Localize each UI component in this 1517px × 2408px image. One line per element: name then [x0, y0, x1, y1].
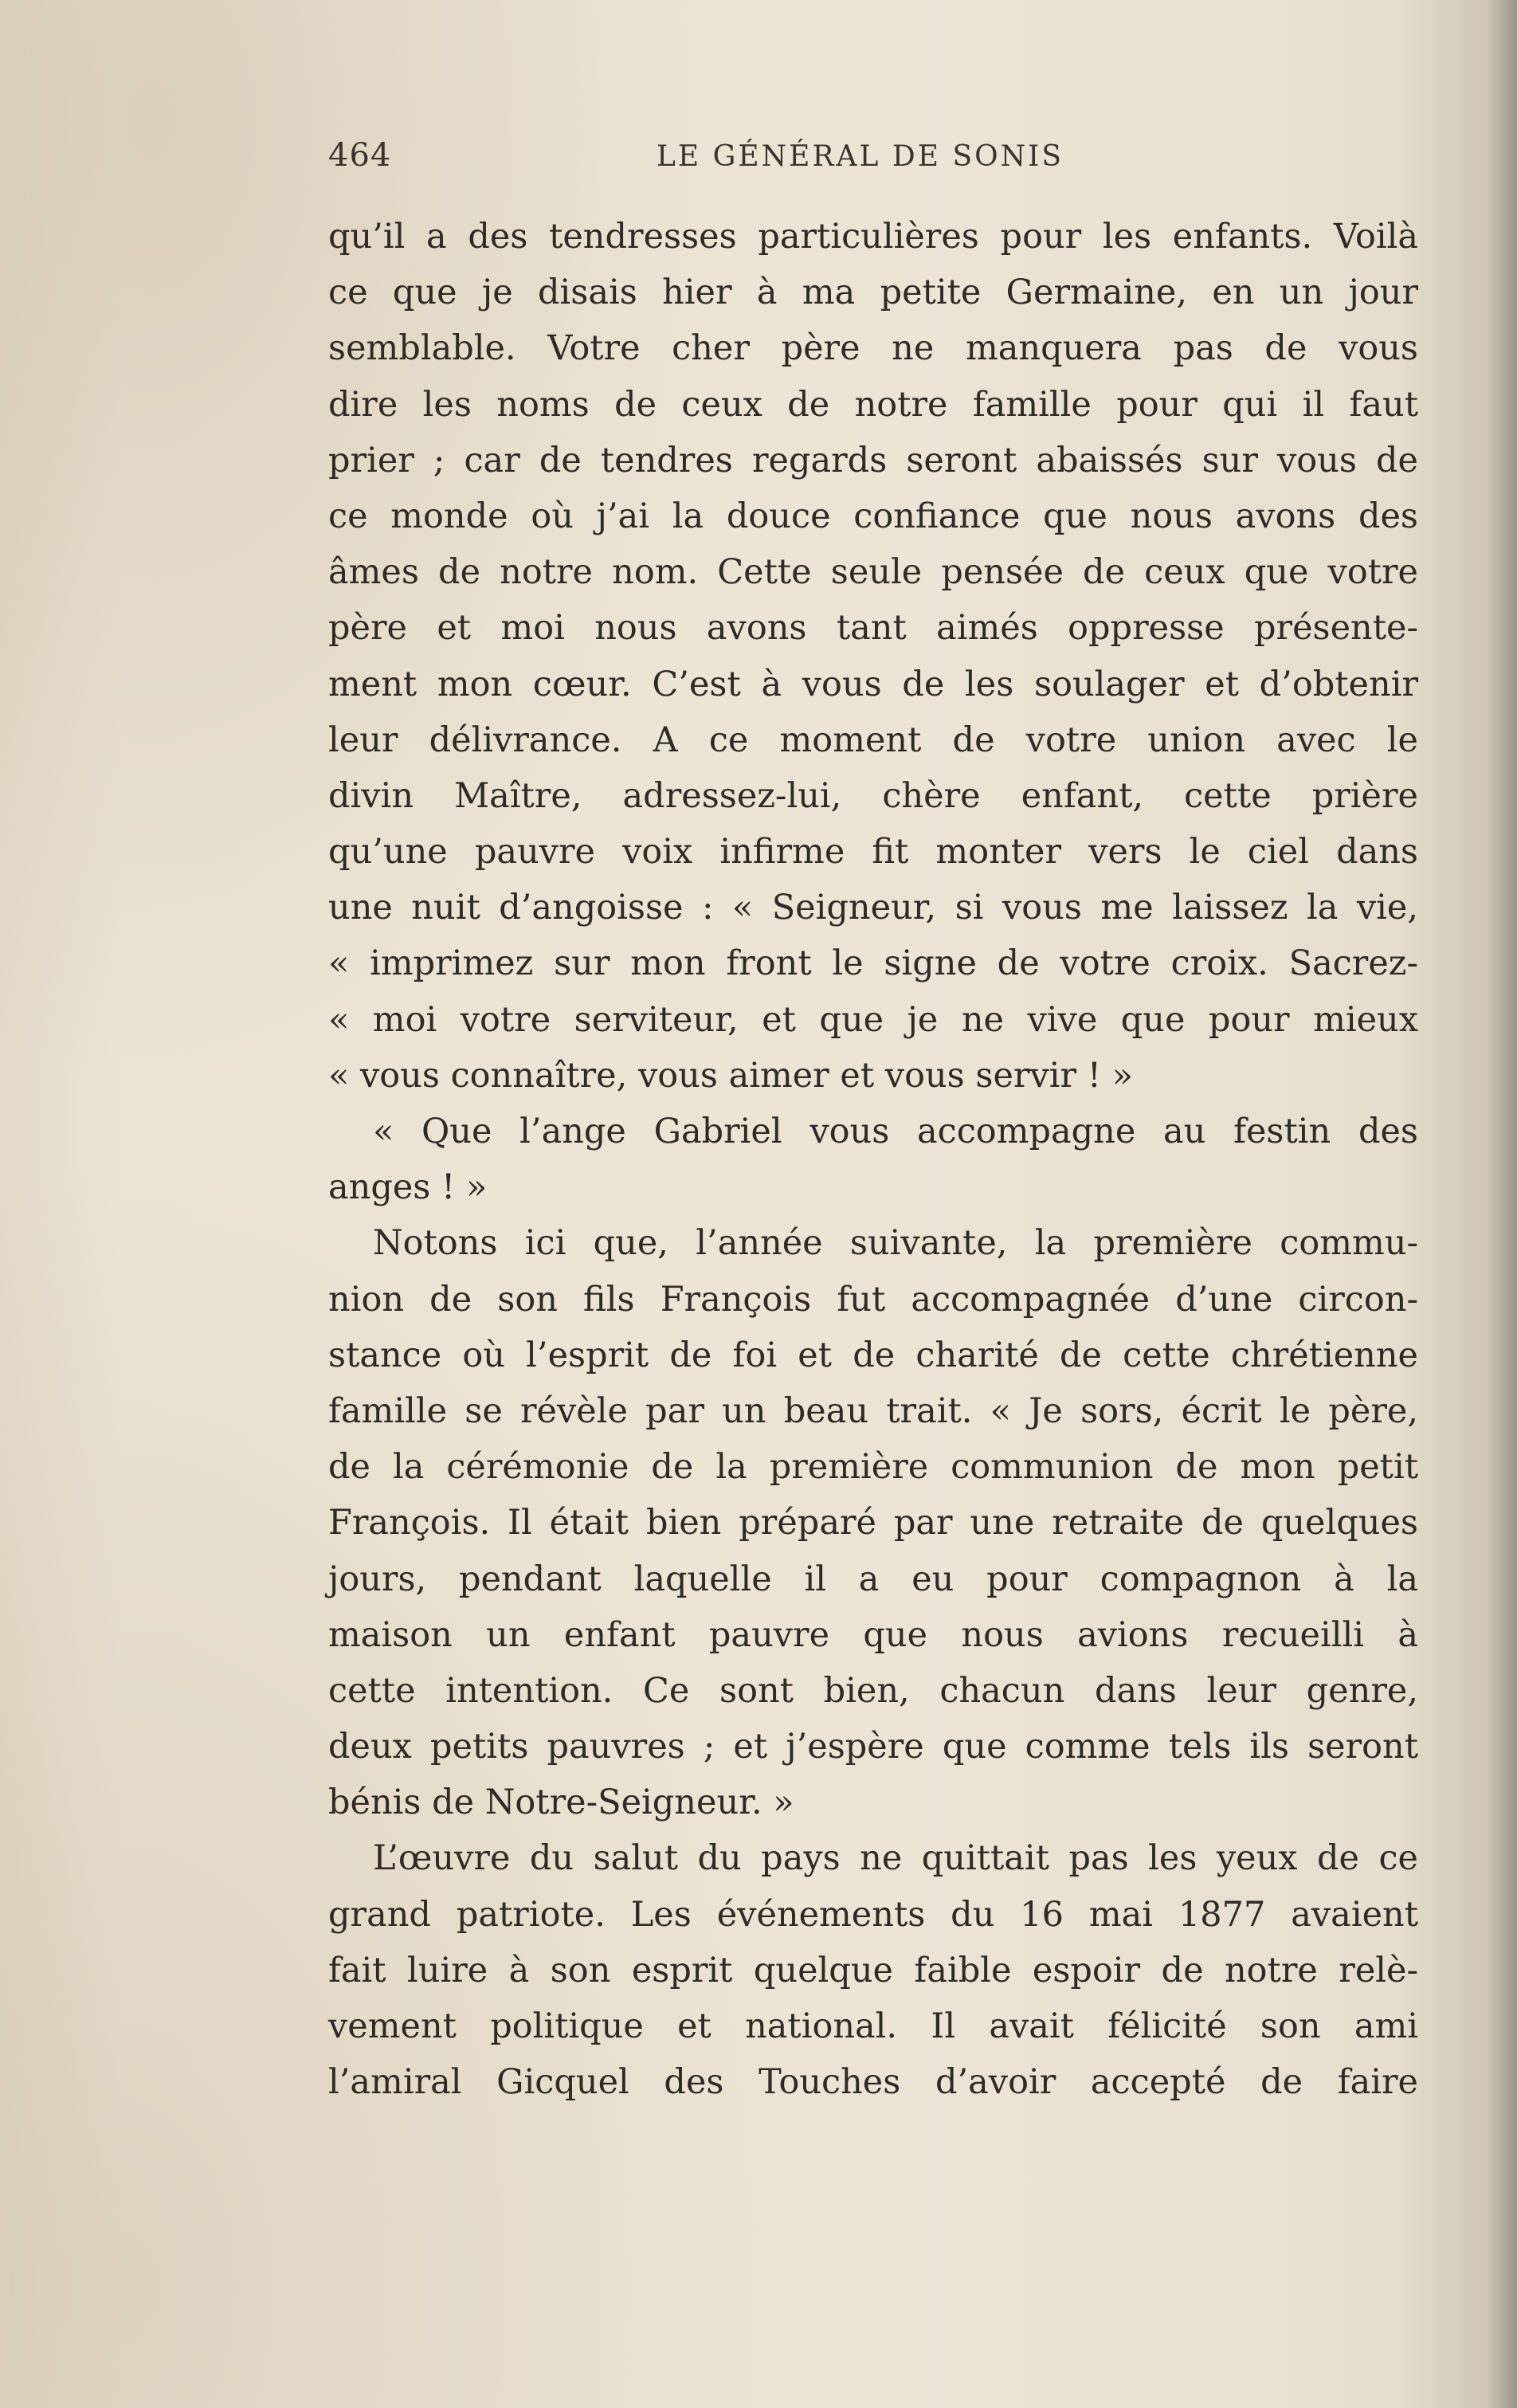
text-line: « moi votre serviteur, et que je ne vive que pour mieux: [328, 999, 1418, 1040]
text-line: vement politique et national. Il avait félicité son ami: [328, 2006, 1418, 2046]
text-line: « imprimez sur mon front le signe de votre croix. Sacrez-: [328, 943, 1418, 984]
running-title: LE GÉNÉRAL DE SONIS: [657, 140, 1064, 173]
text-line: grand patriote. Les événements du 16 mai 1877 avaient: [328, 1894, 1418, 1935]
text-line: anges ! »: [328, 1167, 488, 1208]
text-line: ment mon cœur. C’est à vous de les soulager et d’obtenir: [328, 664, 1418, 704]
text-line: divin Maître, adressez-lui, chère enfant, cette prière: [328, 775, 1418, 816]
text-line: maison un enfant pauvre que nous avions recueilli à: [328, 1614, 1418, 1655]
text-line: prier ; car de tendres regards seront abaissés sur vous de: [328, 440, 1418, 480]
text-line: Notons ici que, l’année suivante, la première commu-: [373, 1223, 1418, 1264]
text-line: deux petits pauvres ; et j’espère que comme tels ils seront: [328, 1727, 1418, 1767]
text-line: nion de son fils François fut accompagnée d’une circon-: [328, 1279, 1418, 1320]
text-line: « vous connaître, vous aimer et vous servir ! »: [328, 1055, 1133, 1096]
text-line: stance où l’esprit de foi et de charité de cette chrétienne: [328, 1335, 1418, 1375]
running-head: [328, 137, 1418, 185]
text-line: L’œuvre du salut du pays ne quittait pas les yeux de ce: [373, 1838, 1418, 1879]
text-line: âmes de notre nom. Cette seule pensée de ceux que votre: [328, 552, 1418, 593]
text-line: fait luire à son esprit quelque faible espoir de notre relè-: [328, 1950, 1418, 1990]
text-line: jours, pendant laquelle il a eu pour compagnon à la: [328, 1559, 1418, 1599]
text-line: famille se révèle par un beau trait. « Je sors, écrit le père,: [328, 1390, 1418, 1431]
text-line: l’amiral Gicquel des Touches d’avoir accepté de faire: [328, 2062, 1418, 2103]
text-line: « Que l’ange Gabriel vous accompagne au festin des: [373, 1112, 1418, 1151]
body-text: [328, 209, 1418, 2110]
text-line: bénis de Notre-Seigneur. »: [328, 1782, 794, 1823]
text-line: qu’il a des tendresses particulières pour les enfants. Voilà: [328, 217, 1418, 257]
text-line: une nuit d’angoisse : « Seigneur, si vous me laissez la vie,: [328, 888, 1418, 928]
text-line: ce que je disais hier à ma petite Germaine, en un jour: [328, 273, 1418, 313]
text-line: père et moi nous avons tant aimés oppresse présente-: [328, 608, 1418, 649]
text-line: ce monde où j’ai la douce confiance que nous avons des: [328, 496, 1418, 536]
text-line: cette intention. Ce sont bien, chacun dans leur genre,: [328, 1670, 1418, 1711]
page-number: 464: [328, 137, 392, 174]
text-line: leur délivrance. A ce moment de votre union avec le: [328, 720, 1418, 760]
text-line: qu’une pauvre voix infirme fit monter vers le ciel dans: [328, 832, 1418, 873]
text-line: de la cérémonie de la première communion de mon petit: [328, 1447, 1418, 1488]
text-line: dire les noms de ceux de notre famille pour qui il faut: [328, 384, 1418, 425]
text-line: semblable. Votre cher père ne manquera pas de vous: [328, 328, 1418, 369]
text-line: François. Il était bien préparé par une retraite de quelques: [328, 1503, 1418, 1543]
